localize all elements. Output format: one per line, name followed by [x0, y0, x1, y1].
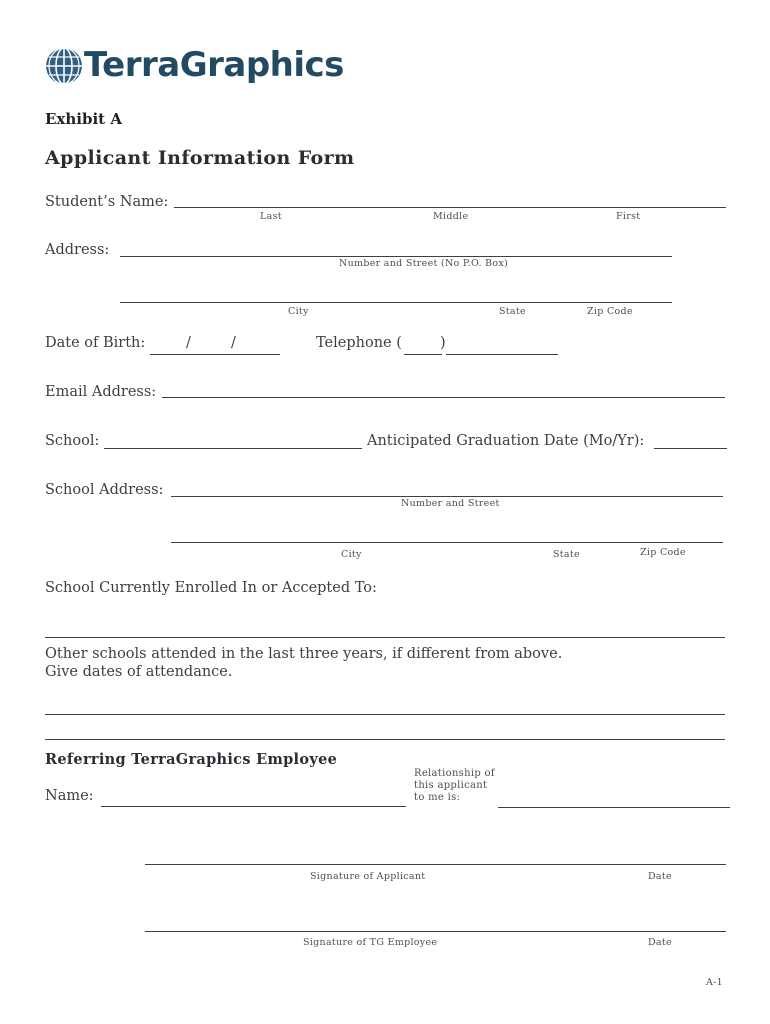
relationship-caption-1: Relationship of	[414, 768, 495, 779]
address-state-caption: State	[499, 306, 526, 317]
address-street-caption: Number and Street (No P.O. Box)	[339, 258, 509, 269]
school-label: School:	[45, 433, 100, 449]
address-street-field[interactable]	[120, 256, 672, 257]
school-address-city-field[interactable]	[171, 542, 723, 543]
last-name-caption: Last	[260, 211, 282, 222]
graduation-date-label: Anticipated Graduation Date (Mo/Yr):	[367, 433, 645, 449]
email-label: Email Address:	[45, 384, 157, 400]
employee-signature-caption: Signature of TG Employee	[303, 937, 438, 948]
applicant-date-caption: Date	[648, 871, 672, 882]
student-name-field[interactable]	[174, 207, 726, 208]
school-city-caption: City	[341, 549, 362, 560]
referring-name-label: Name:	[45, 788, 94, 804]
email-field[interactable]	[162, 397, 725, 398]
relationship-caption-2: this applicant	[414, 780, 488, 791]
school-address-label: School Address:	[45, 482, 164, 498]
telephone-label: Telephone (	[316, 335, 402, 351]
dob-separator-2: /	[231, 335, 236, 351]
school-street-caption: Number and Street	[401, 498, 500, 509]
relationship-caption-3: to me is:	[414, 792, 461, 803]
other-schools-label: Other schools attended in the last three years, if different from above.	[45, 646, 563, 662]
school-enrolled-field[interactable]	[45, 637, 725, 638]
page-number: A-1	[706, 977, 724, 988]
middle-name-caption: Middle	[433, 211, 469, 222]
logo	[44, 44, 344, 90]
applicant-signature-field[interactable]	[145, 864, 726, 865]
address-city-caption: City	[288, 306, 309, 317]
student-name-label: Student’s Name:	[45, 194, 169, 210]
other-schools-dates-label: Give dates of attendance.	[45, 664, 233, 680]
telephone-paren-close: )	[440, 335, 446, 351]
exhibit-label: Exhibit A	[45, 110, 122, 128]
referring-employee-heading: Referring TerraGraphics Employee	[45, 751, 338, 768]
dob-label: Date of Birth:	[45, 335, 146, 351]
school-zip-caption: Zip Code	[640, 547, 686, 558]
logo-wordmark: TerraGraphics	[84, 45, 344, 85]
employee-signature-field[interactable]	[145, 931, 726, 932]
employee-date-caption: Date	[648, 937, 672, 948]
applicant-signature-caption: Signature of Applicant	[310, 871, 426, 882]
telephone-area-code-field[interactable]	[404, 354, 442, 355]
relationship-field[interactable]	[498, 807, 730, 808]
address-zip-caption: Zip Code	[587, 306, 633, 317]
globe-icon	[44, 46, 84, 86]
school-field[interactable]	[104, 448, 362, 449]
school-state-caption: State	[553, 549, 580, 560]
telephone-number-field[interactable]	[446, 354, 558, 355]
other-schools-field-2[interactable]	[45, 739, 725, 740]
referring-name-field[interactable]	[101, 806, 406, 807]
page-title: Applicant Information Form	[45, 147, 355, 169]
school-enrolled-label: School Currently Enrolled In or Accepted To:	[45, 580, 377, 596]
graduation-date-field[interactable]	[654, 448, 727, 449]
other-schools-field-1[interactable]	[45, 714, 725, 715]
address-label: Address:	[45, 242, 110, 258]
dob-field[interactable]	[150, 354, 280, 355]
first-name-caption: First	[616, 211, 641, 222]
address-city-field[interactable]	[120, 302, 672, 303]
school-address-street-field[interactable]	[171, 496, 723, 497]
dob-separator-1: /	[186, 335, 191, 351]
